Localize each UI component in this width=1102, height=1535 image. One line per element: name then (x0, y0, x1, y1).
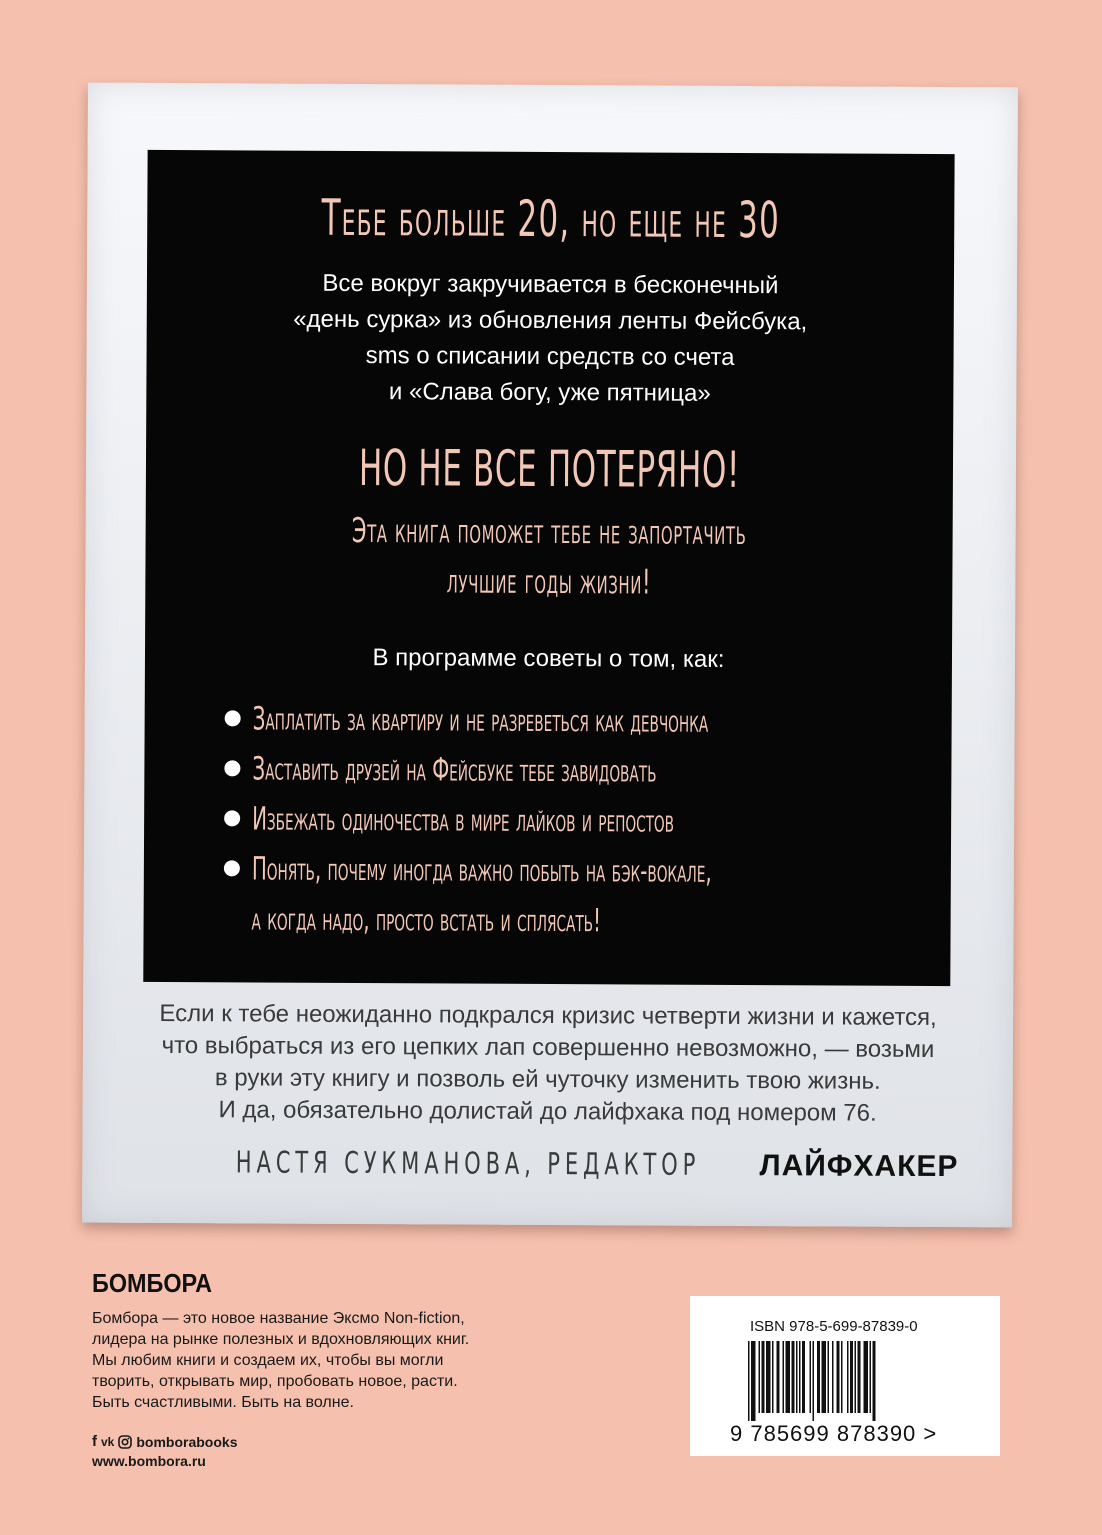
review-line: И да, обязательно долистай до лайфхака под номером 76. (218, 1096, 877, 1127)
barcode-bar (847, 1341, 849, 1413)
barcode-bar (810, 1341, 812, 1413)
barcode-bar (817, 1341, 820, 1413)
barcode-bar (751, 1341, 756, 1421)
tip-text: Заплатить за квартиру и не разреветься как девчонка (252, 699, 709, 740)
headline: Тебе больше 20, но еще не 30 (321, 188, 781, 250)
barcode-bar (748, 1341, 750, 1421)
barcode-bar (759, 1341, 761, 1413)
instagram-icon[interactable] (118, 1435, 132, 1449)
barcode-bar (799, 1341, 801, 1413)
publisher-logo: БОМБОРА (92, 1268, 212, 1298)
about-line: лидера на рынке полезных и вдохновляющих книг. (92, 1331, 470, 1348)
vk-icon[interactable]: vk (101, 1434, 115, 1449)
barcode-bar (832, 1341, 834, 1413)
isbn-text: ISBN 978-5-699-87839-0 (750, 1318, 918, 1335)
barcode-bar (792, 1341, 795, 1413)
barcode-bar (822, 1341, 827, 1413)
barcode-bar (762, 1341, 765, 1413)
reviewer-credit (82, 1145, 1012, 1185)
review-line: что выбраться из его цепких лап совершенно невозможно, — возьми (161, 1031, 935, 1064)
barcode-bar (858, 1341, 861, 1413)
review-text (83, 998, 1014, 1131)
barcode-bar (796, 1341, 798, 1413)
reviewer-name: НАСТЯ СУКМАНОВА, РЕДАКТОР (235, 1145, 701, 1183)
website-link[interactable]: www.bombora.ru (92, 1453, 206, 1469)
barcode-box (690, 1296, 1000, 1456)
bullet-icon (225, 710, 241, 726)
promise-line: лучшие годы жизни! (446, 561, 652, 603)
ean-text: 9 785699 878390 > (730, 1421, 938, 1446)
barcode-bar (802, 1341, 805, 1413)
intro-line: и «Слава богу, уже пятница» (388, 378, 711, 407)
promise-line: Эта книга поможет тебе не запортачить (351, 510, 747, 554)
bullet-icon (224, 760, 240, 776)
intro-line: Все вокруг закручивается в бесконечный (322, 269, 779, 300)
tip-text: Избежать одиночества в мире лайков и репостов (252, 799, 675, 840)
photo-panel (143, 150, 954, 986)
publisher-about (92, 1308, 469, 1413)
tip-item (225, 698, 988, 742)
barcode-bar (870, 1341, 872, 1413)
barcode-bar (772, 1341, 774, 1413)
intro-line: «день сурка» из обновления ленты Фейсбука, (293, 305, 808, 336)
barcode-bar (786, 1341, 791, 1413)
tip-continuation: а когда надо, просто встать и сплясать! (251, 899, 602, 940)
tips-title: В программе советы о том, как: (372, 644, 725, 673)
barcode-bar (813, 1341, 815, 1421)
about-line: Быть счастливыми. Быть на волне. (92, 1394, 354, 1411)
barcode-bar (864, 1341, 869, 1413)
barcode-icon (748, 1341, 944, 1421)
barcode-bar (777, 1341, 780, 1413)
facebook-icon[interactable]: f (92, 1433, 97, 1450)
review-line: Если к тебе неожиданно подкрался кризис четверти жизни и кажется, (159, 999, 937, 1032)
intro-line: sms о списании средств со счета (365, 342, 735, 371)
barcode-bar (766, 1341, 771, 1413)
tip-item (224, 748, 904, 792)
about-line: творить, открывать мир, пробовать новое, расти. (92, 1373, 458, 1390)
polaroid-frame (82, 83, 1018, 1228)
review-line: в руки эту книгу и позволь ей чуточку изменить твою жизнь. (214, 1064, 881, 1095)
reviewer-brand: ЛАЙФХАКЕР (759, 1149, 959, 1184)
about-line: Бомбора — это новое название Эксмо Non-fiction, (92, 1310, 465, 1327)
bullet-icon (224, 810, 240, 826)
barcode-bar (850, 1341, 853, 1413)
intro-text (146, 265, 954, 413)
tip-text: Понять, почему иногда важно побыть на бэк-вокале, (251, 849, 712, 890)
social-links (92, 1433, 237, 1450)
barcode-bar (828, 1341, 830, 1413)
barcode-bar (783, 1341, 785, 1413)
tip-text: Заставить друзей на Фейсбуке тебе завидовать (252, 749, 657, 790)
bullet-icon (224, 860, 240, 876)
barcode-bar (841, 1341, 843, 1413)
about-line: Мы любим книги и создаем их, чтобы вы могли (92, 1352, 444, 1369)
tip-item (224, 848, 994, 892)
barcode-bar (873, 1341, 876, 1421)
subhead: НО НЕ ВСЕ ПОТЕРЯНО! (358, 438, 741, 499)
tip-item (224, 798, 933, 842)
social-handle[interactable]: bomborabooks (136, 1433, 238, 1450)
barcode-bar (855, 1341, 857, 1413)
barcode-bar (837, 1341, 840, 1413)
